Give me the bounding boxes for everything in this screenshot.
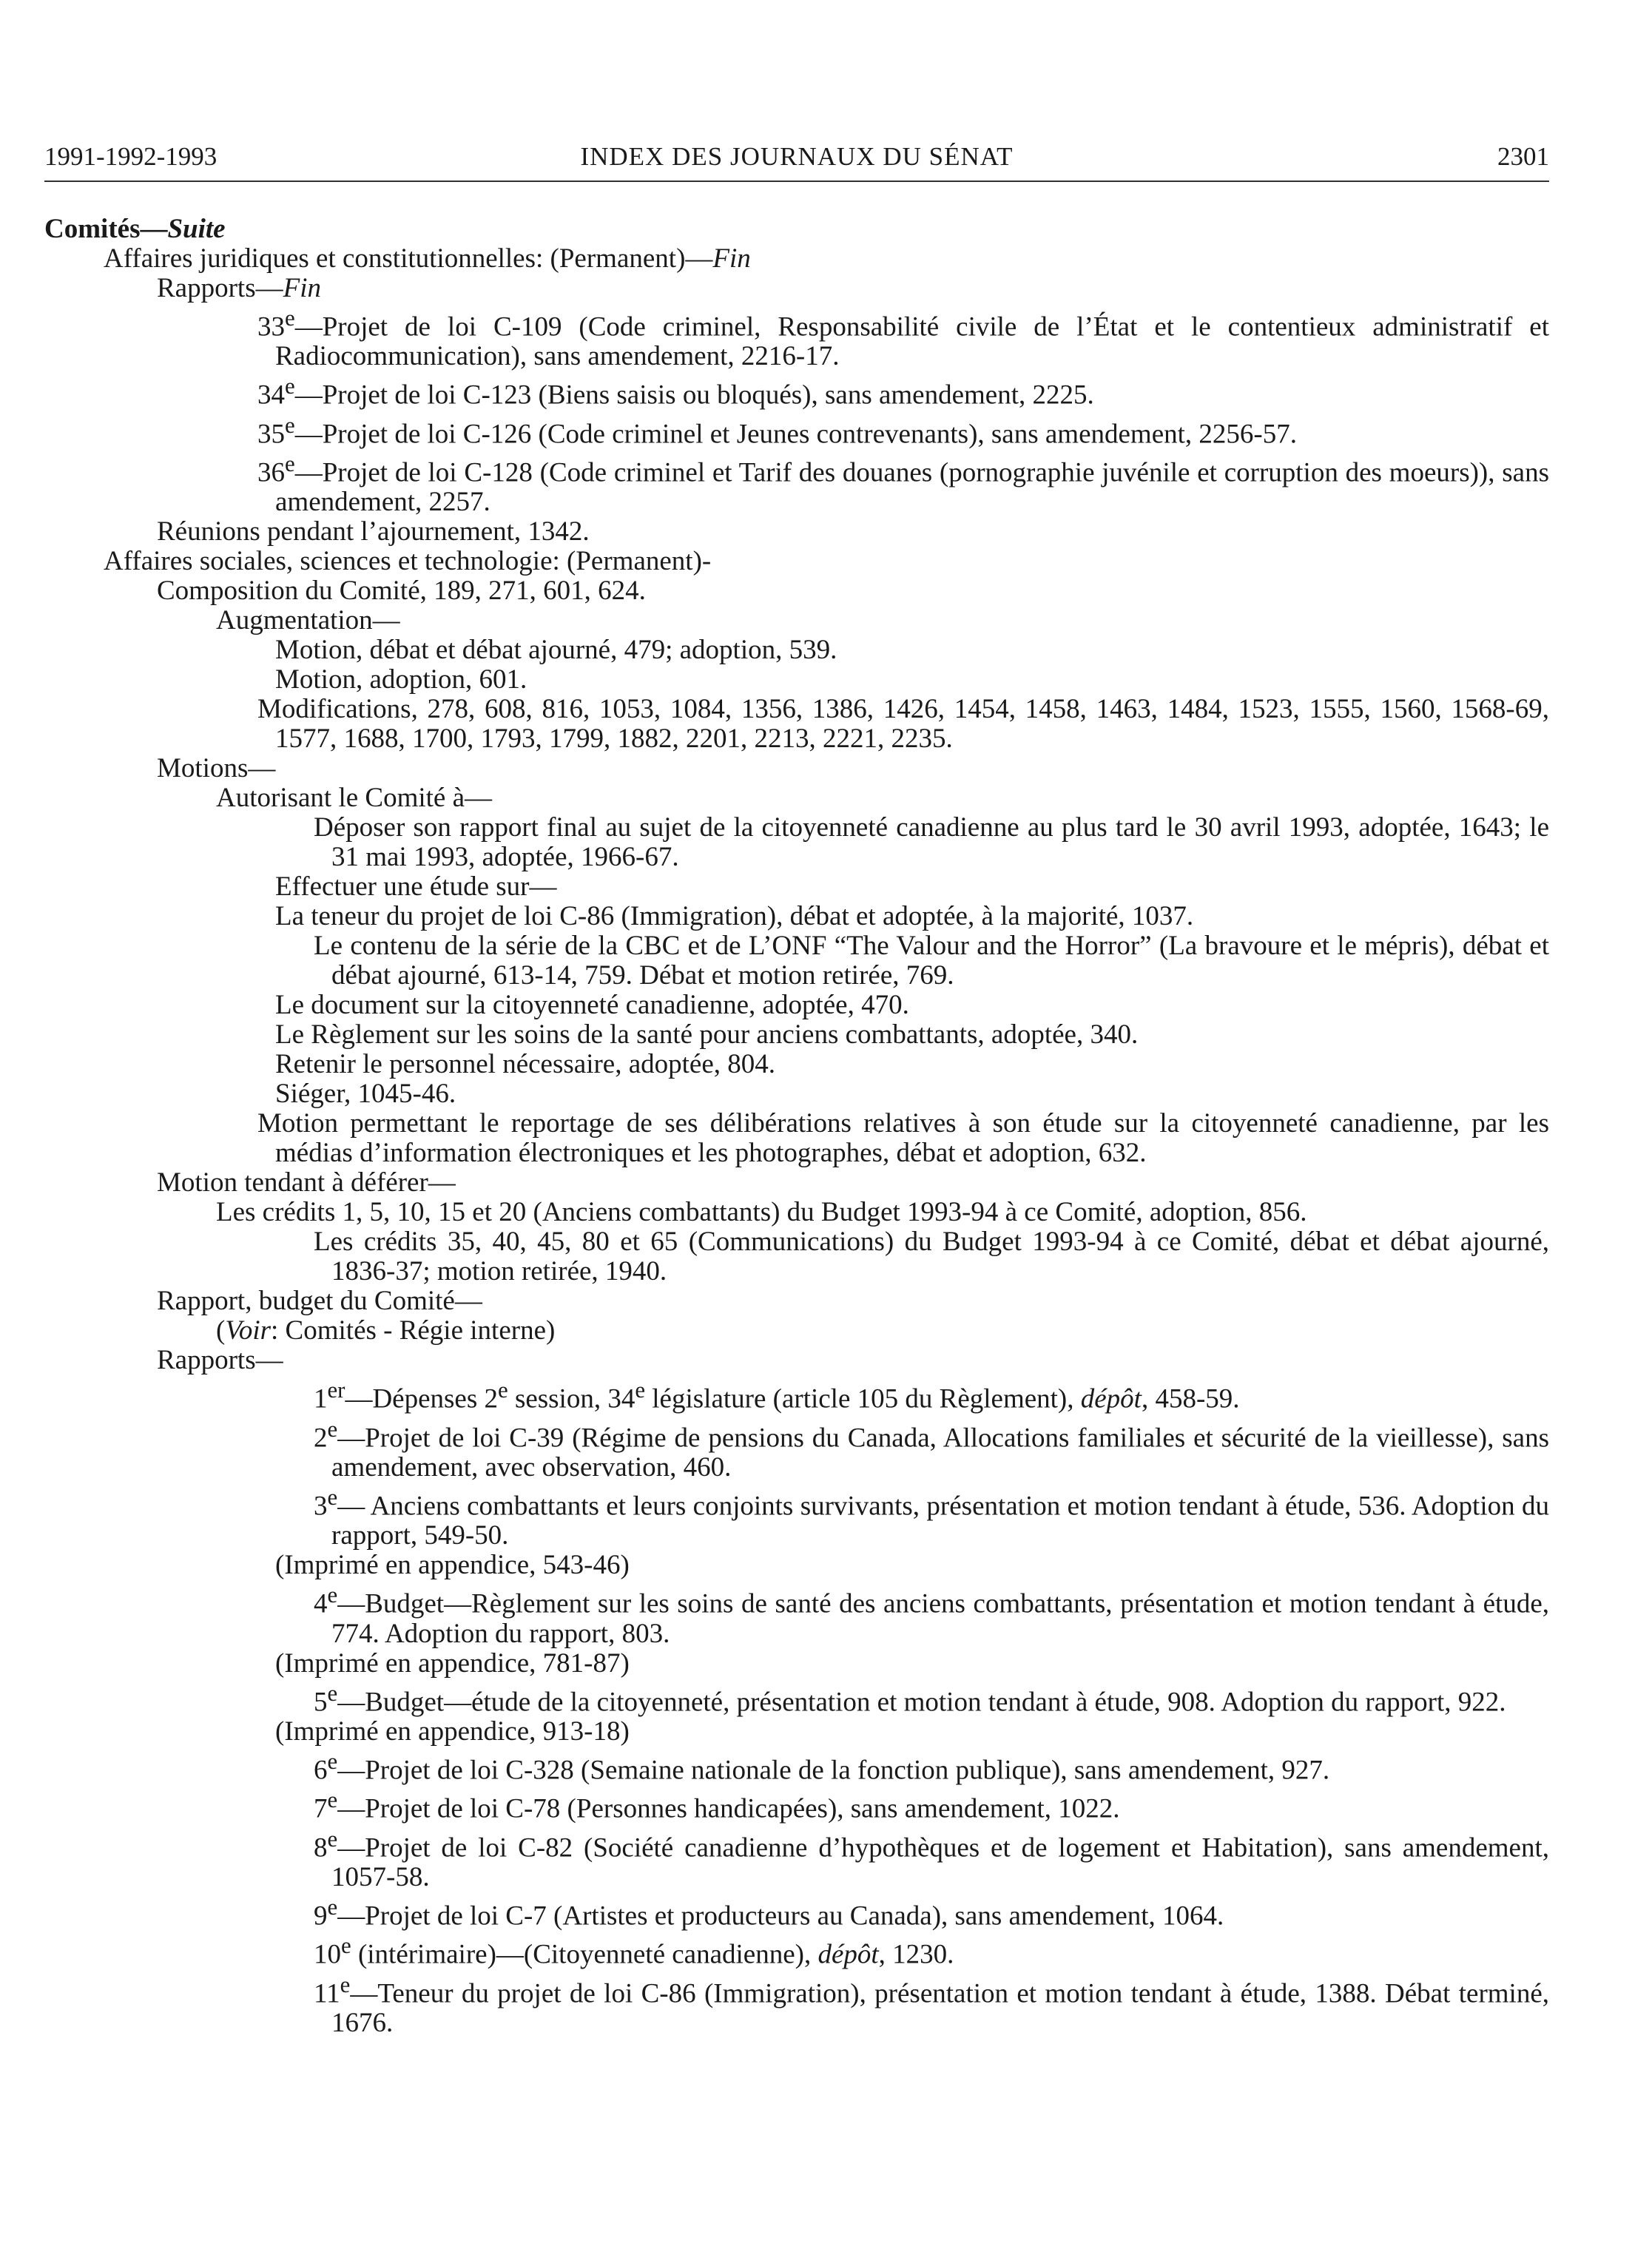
index-content [44,215,1549,2038]
header-title: INDEX DES JOURNAUX DU SÉNAT [580,142,1014,171]
index-entry: Retenir le personnel nécessaire, adoptée, 804. [275,1049,776,1080]
index-entry: Le contenu de la série de la CBC et de L’ONF “The Valour and the Horror” (La bravoure et le mépris), débat et débat ajourné, 613-14, 759. Débat et motion retirée, 769. [314,931,1549,991]
index-entry: Motion, débat et débat ajourné, 479; adoption, 539. [275,635,837,666]
index-entry: Composition du Comité, 189, 271, 601, 624. [157,576,646,607]
index-entry: Effectuer une étude sur— [275,871,557,903]
index-entry: 35e—Projet de loi C-126 (Code criminel et Jeunes contrevenants), sans amendement, 2256-57. [257,412,1297,449]
index-entry: Les crédits 1, 5, 10, 15 et 20 (Anciens combattants) du Budget 1993-94 à ce Comité, adoption, 856. [216,1197,1307,1228]
index-entry: 34e—Projet de loi C-123 (Biens saisis ou bloqués), sans amendement, 2225. [257,374,1094,411]
index-entry: 8e—Projet de loi C-82 (Société canadienne d’hypothèques et de logement et Habitation), sans amendement, 1057-58. [314,1826,1549,1892]
index-entry: Affaires sociales, sciences et technologie: (Permanent)- [104,546,712,577]
index-entry: 2e—Projet de loi C-39 (Régime de pensions du Canada, Allocations familiales et sécurité de la vieillesse), sans amendement, avec observation, 460. [314,1416,1549,1483]
index-entry: Motions— [157,753,276,784]
header-rule [44,181,1549,182]
index-entry: La teneur du projet de loi C-86 (Immigration), débat et adoptée, à la majorité, 1037. [275,901,1194,932]
index-entry: 7e—Projet de loi C-78 (Personnes handicapées), sans amendement, 1022. [314,1787,1120,1824]
index-entry: Le Règlement sur les soins de la santé pour anciens combattants, adoptée, 340. [275,1019,1139,1050]
index-entry: Rapports—Fin [157,273,321,303]
index-entry: Affaires juridiques et constitutionnelles: (Permanent)—Fin [104,243,751,274]
index-entry: Motion permettant le reportage de ses délibérations relatives à son étude sur la citoyenneté canadienne, par les médias d’information électroniques et les photographes, débat et adoption, 632. [257,1108,1549,1169]
index-entry: Rapport, budget du Comité— [157,1286,482,1317]
header-page-number: 2301 [1497,142,1549,171]
index-entry: Rapports— [157,1345,283,1376]
index-entry: 4e—Budget—Règlement sur les soins de santé des anciens combattants, présentation et motion tendant à étude, 774. Adoption du rapport, 803. [314,1582,1549,1649]
header-years: 1991-1992-1993 [44,142,218,171]
index-entry: Modifications, 278, 608, 816, 1053, 1084, 1356, 1386, 1426, 1454, 1458, 1463, 1484, 1523, 1555, 1560, 1568-69, 1577, 1688, 1700, 1793, 1799, 1882, 2201, 2213, 2221, 2235. [257,694,1549,755]
index-entry: 11e—Teneur du projet de loi C-86 (Immigration), présentation et motion tendant à étude, 1388. Débat terminé, 1676. [314,1972,1549,2038]
index-entry: Siéger, 1045-46. [275,1079,456,1110]
index-entry: Les crédits 35, 40, 45, 80 et 65 (Communications) du Budget 1993-94 à ce Comité, débat et débat ajourné, 1836-37; motion retirée, 1940. [314,1227,1549,1287]
index-entry: 5e—Budget—étude de la citoyenneté, présentation et motion tendant à étude, 908. Adoption du rapport, 922. [314,1680,1506,1717]
page-header [44,138,1549,176]
index-entry: (Imprimé en appendice, 781-87) [275,1647,630,1679]
index-entry: Comités—Suite [44,214,226,244]
index-entry: Augmentation— [216,605,400,636]
index-entry: (Imprimé en appendice, 543-46) [275,1550,630,1581]
index-entry: Réunions pendant l’ajournement, 1342. [157,516,590,547]
index-entry: Déposer son rapport final au sujet de la citoyenneté canadienne au plus tard le 30 avril 1993, adoptée, 1643; le 31 mai 1993, adoptée, 1966-67. [314,812,1549,873]
index-entry: 1er—Dépenses 2e session, 34e législature (article 105 du Règlement), dépôt, 458-59. [314,1377,1240,1414]
index-entry: Motion, adoption, 601. [275,664,527,695]
index-entry: 33e—Projet de loi C-109 (Code criminel, Responsabilité civile de l’État et le contentieux administratif et Radiocommunication), sans amendement, 2216-17. [257,306,1549,372]
index-entry: (Imprimé en appendice, 913-18) [275,1716,630,1747]
index-entry: 36e—Projet de loi C-128 (Code criminel et Tarif des douanes (pornographie juvénile et corruption des moeurs)), sans amendement, 2257. [257,451,1549,518]
index-entry: Le document sur la citoyenneté canadienne, adoptée, 470. [275,990,909,1021]
index-entry: Motion tendant à déférer— [157,1167,456,1198]
index-entry: (Voir: Comités - Régie interne) [216,1315,556,1346]
index-entry: 3e— Anciens combattants et leurs conjoints survivants, présentation et motion tendant à étude, 536. Adoption du rapport, 549-50. [314,1484,1549,1551]
index-entry: 6e—Projet de loi C-328 (Semaine nationale de la fonction publique), sans amendement, 927. [314,1748,1330,1786]
index-entry: 9e—Projet de loi C-7 (Artistes et producteurs au Canada), sans amendement, 1064. [314,1894,1224,1932]
index-entry: 10e (intérimaire)—(Citoyenneté canadienne), dépôt, 1230. [314,1933,954,1970]
index-entry: Autorisant le Comité à— [216,783,493,814]
